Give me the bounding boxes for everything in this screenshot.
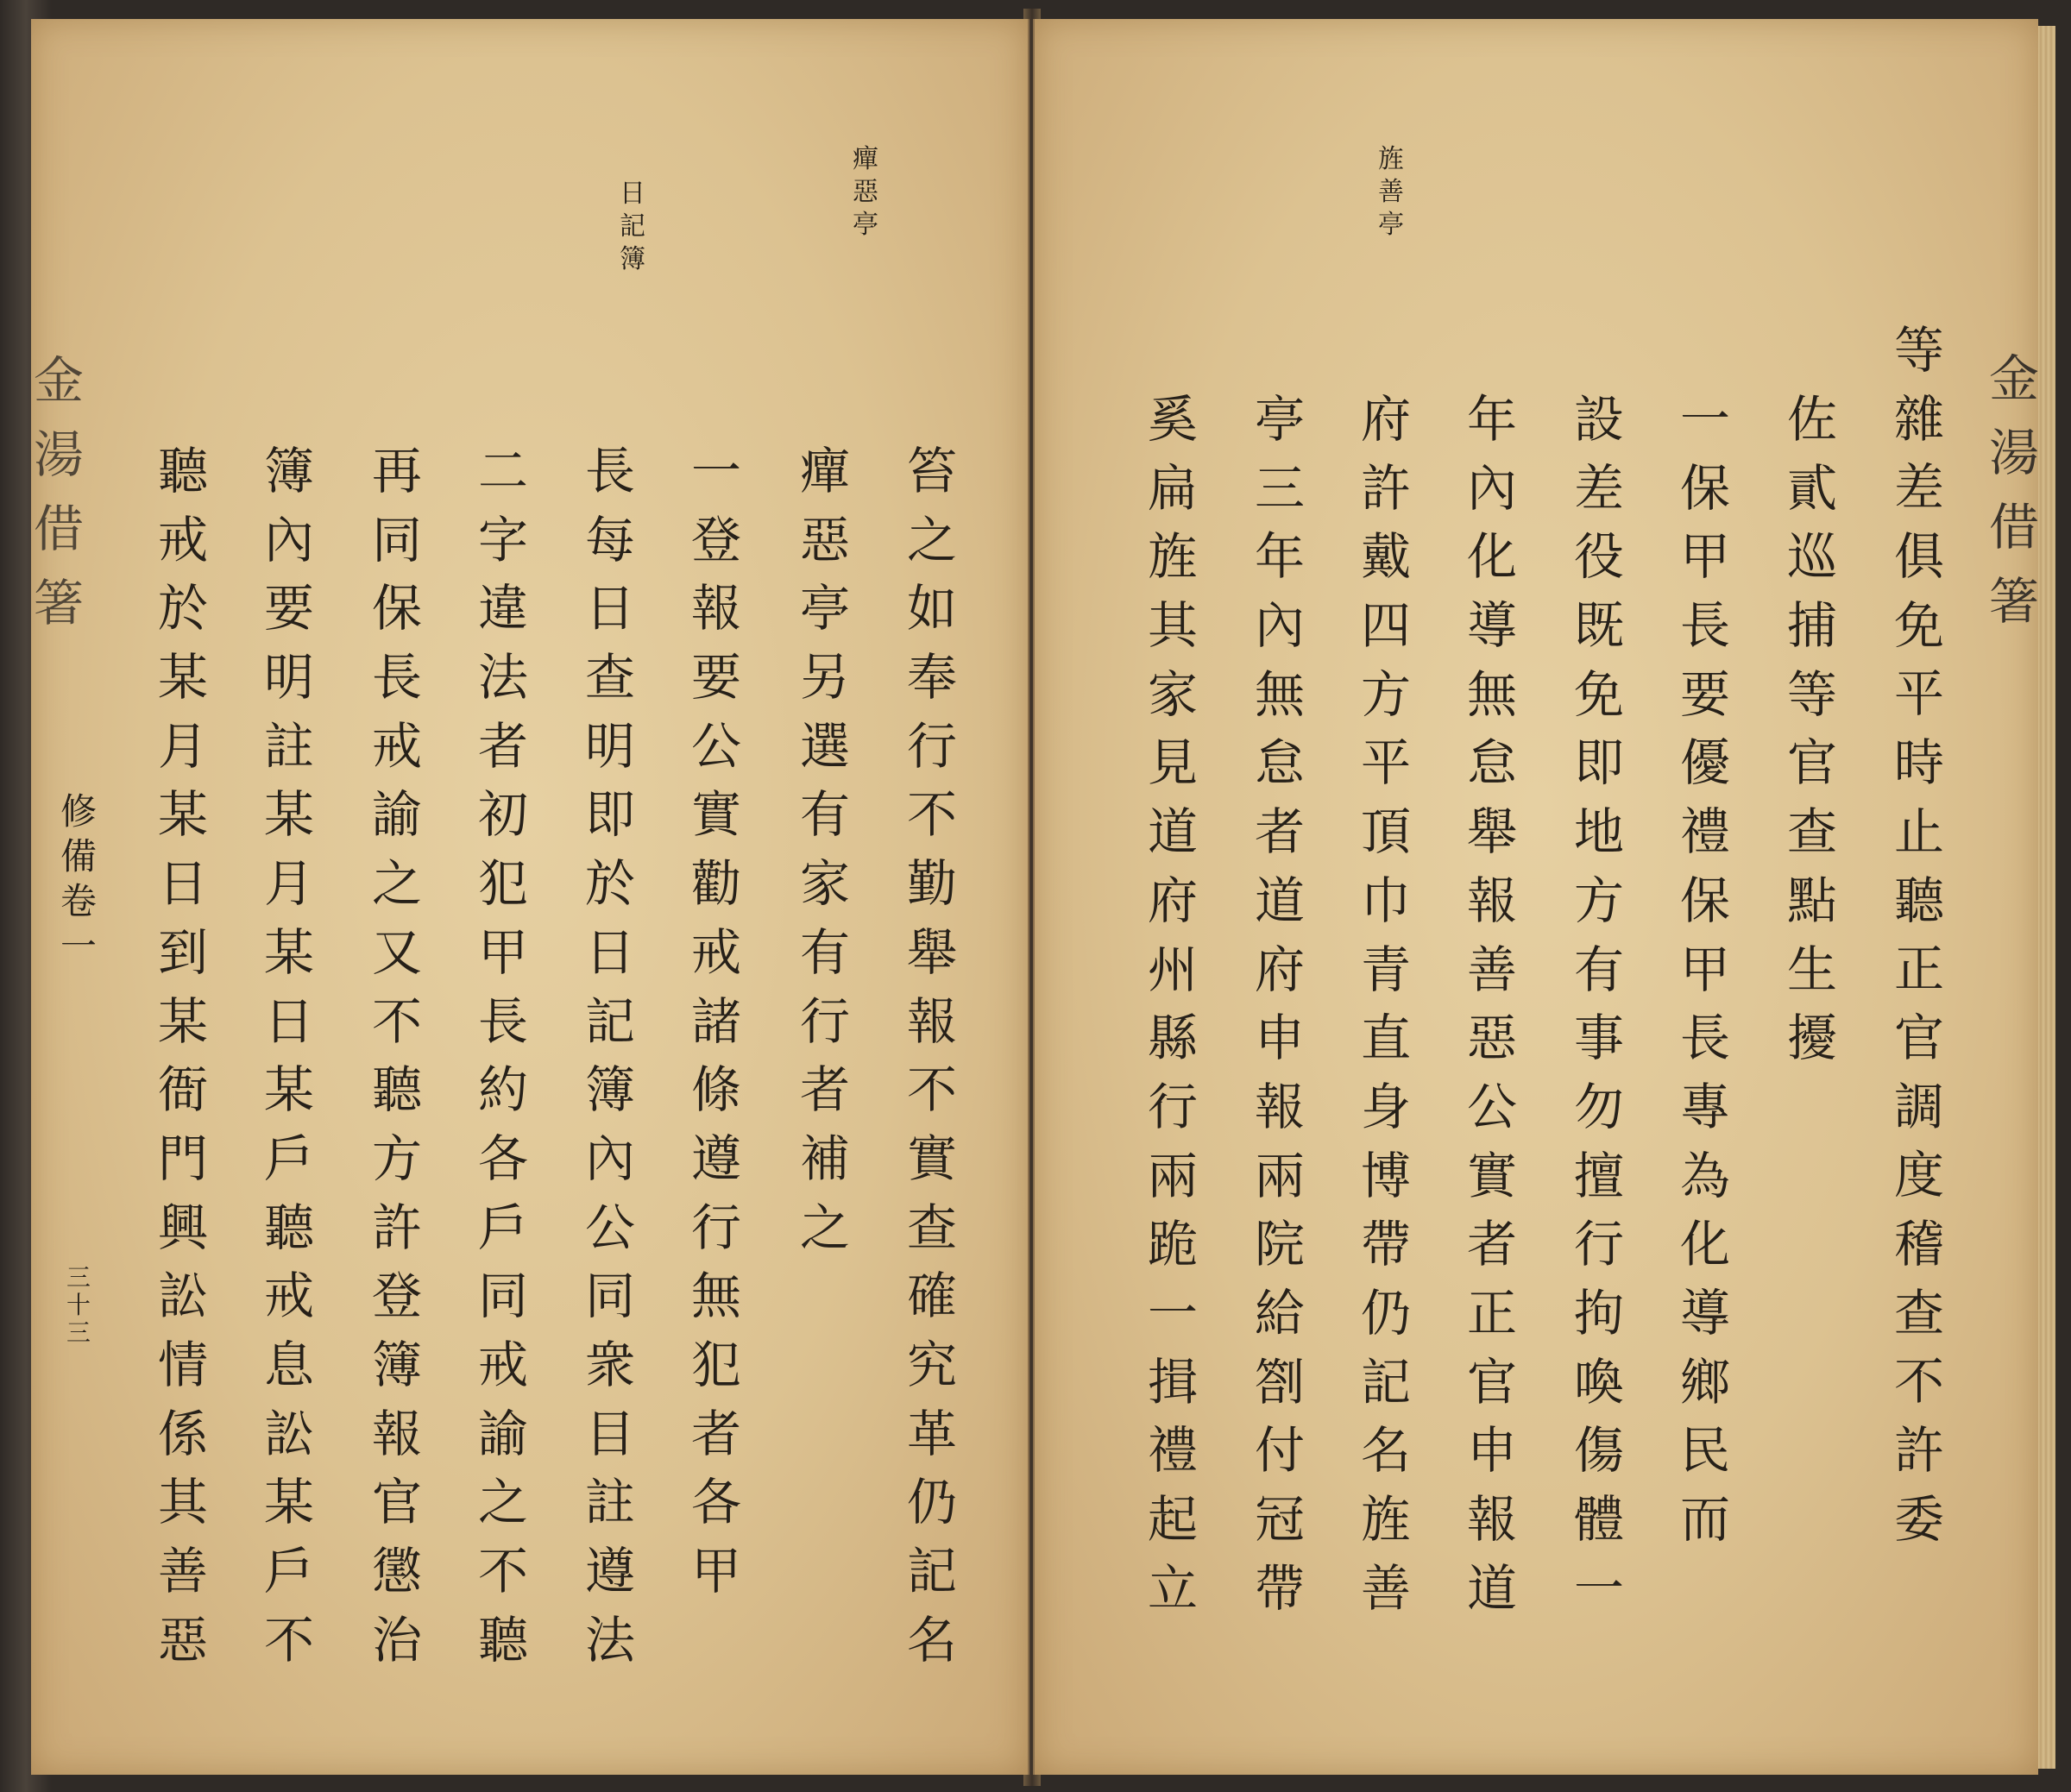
right-text-column-2: 佐 貳 巡 捕 等 官 查 點 生 擾 [1786, 390, 1837, 1068]
left-text-column-8: 聽 戒 於 某 月 某 日 到 某 衙 門 興 訟 情 係 其 善 惡 [157, 442, 208, 1669]
left-text-column-2: 癉 惡 亭 另 選 有 家 有 行 者 補 之 [799, 442, 850, 1257]
left-text-column-1: 笞 之 如 奉 行 不 勤 舉 報 不 實 查 確 究 革 仍 記 名 [906, 442, 957, 1669]
right-text-column-5: 年 內 化 導 無 怠 舉 報 善 惡 公 實 者 正 官 申 報 道 [1466, 390, 1517, 1618]
left-page [31, 19, 1029, 1775]
right-page-edge-title: 金 湯 借 箸 [1988, 349, 2039, 631]
left-page-heading-2: 日 記 簿 [620, 179, 645, 274]
left-text-column-4: 長 每 日 查 明 即 於 日 記 簿 內 公 同 衆 目 註 遵 法 [584, 442, 635, 1669]
right-page-heading: 旌 善 亭 [1378, 144, 1404, 240]
right-text-column-8: 奚 扁 旌 其 家 見 道 府 州 縣 行 兩 跪 一 揖 禮 起 立 [1147, 390, 1198, 1618]
right-text-column-3: 一 保 甲 長 要 優 禮 保 甲 長 專 為 化 導 鄉 民 而 [1679, 390, 1730, 1549]
left-text-column-5: 二 字 違 法 者 初 犯 甲 長 約 各 戶 同 戒 諭 之 不 聽 [477, 442, 528, 1669]
right-text-column-7: 亭 三 年 內 無 怠 者 道 府 申 報 兩 院 給 劄 付 冠 帶 [1254, 390, 1305, 1618]
left-text-column-6: 再 同 保 長 戒 諭 之 又 不 聽 方 許 登 簿 報 官 懲 治 [371, 442, 422, 1669]
left-page-heading-1: 癉 惡 亭 [853, 144, 878, 240]
left-page-edge-title: 金 湯 借 箸 [33, 351, 84, 632]
right-text-column-1: 等 雜 差 俱 免 平 時 止 聽 正 官 調 度 稽 查 不 許 委 [1893, 321, 1944, 1549]
left-text-column-7: 簿 內 要 明 註 某 月 某 日 某 戶 聽 戒 息 訟 某 戶 不 [263, 442, 314, 1669]
right-text-column-6: 府 許 戴 四 方 平 頂 巾 青 直 身 博 帶 仍 記 名 旌 善 [1360, 390, 1411, 1618]
right-page [1033, 19, 2038, 1775]
page-number: 三 十 三 [66, 1263, 91, 1347]
left-text-column-3: 一 登 報 要 公 實 勸 戒 諸 條 遵 行 無 犯 者 各 甲 [690, 442, 741, 1600]
right-text-column-4: 設 差 役 既 免 即 地 方 有 事 勿 擅 行 拘 喚 傷 體 一 [1573, 390, 1624, 1618]
section-label: 修 備 卷 一 [60, 790, 97, 967]
